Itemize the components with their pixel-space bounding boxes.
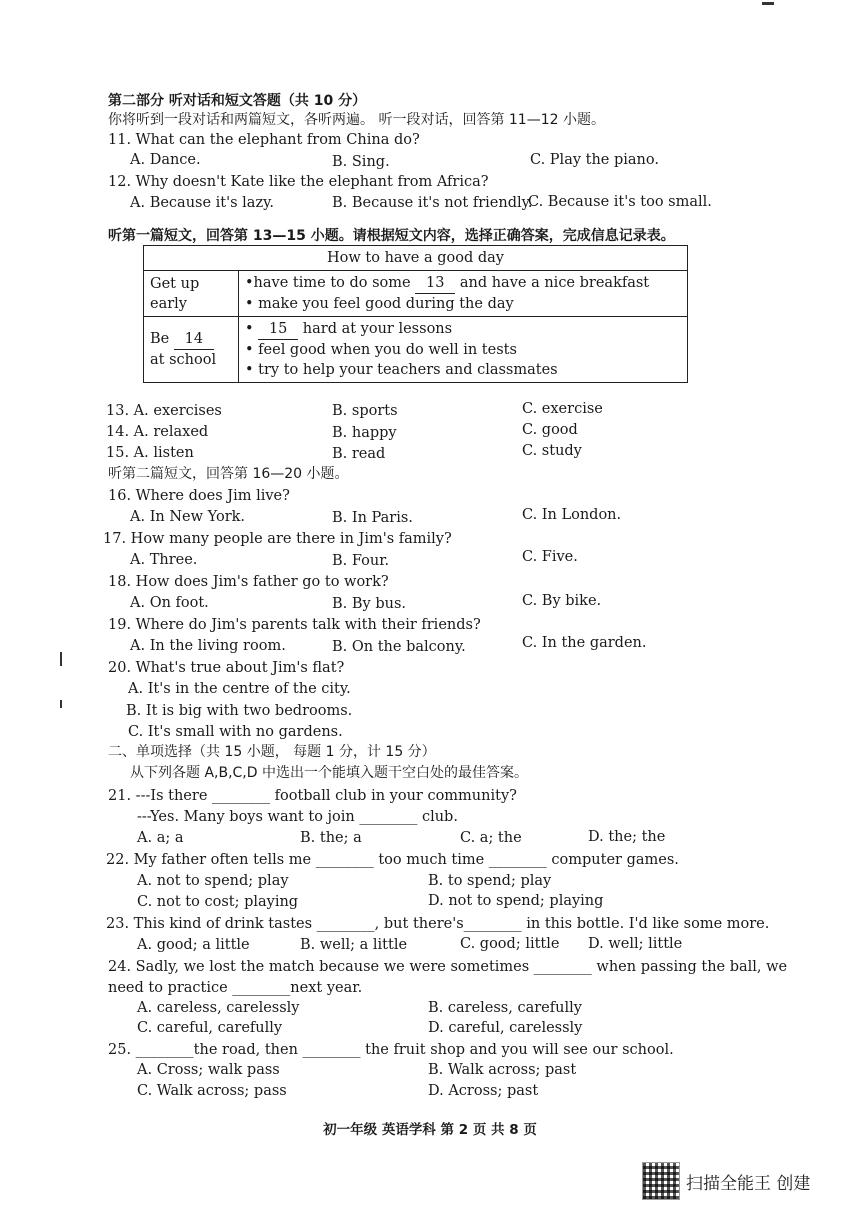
qr-code-icon [642, 1162, 680, 1200]
q22-option-c: C. not to cost; playing [137, 894, 299, 910]
passage1-intro: 听第一篇短文，回答第 13—15 小题。请根据短文内容，选择正确答案，完成信息记录表。 [108, 228, 675, 244]
q16-option-a: A. In New York. [130, 509, 246, 525]
q11-option-c: C. Play the piano. [530, 152, 659, 168]
q25-stem: 25. ________the road, then ________ the fruit shop and you will see our school. [108, 1042, 674, 1058]
q19-option-a: A. In the living room. [130, 638, 286, 654]
q24-option-c: C. careful, carefully [137, 1020, 283, 1036]
q21-line2: ---Yes. Many boys want to join ________ club. [137, 809, 458, 825]
q21-option-a: A. a; a [137, 830, 184, 846]
q17-stem: 17. How many people are there in Jim's family? [103, 531, 452, 547]
q23-option-c: C. good; little [460, 936, 560, 952]
section2-intro: 你将听到一段对话和两篇短文，各听两遍。 听一段对话，回答第 11—12 小题。 [108, 112, 605, 128]
q23-option-a: A. good; a little [137, 937, 250, 953]
q19-option-c: C. In the garden. [522, 635, 647, 651]
table-row2-content [239, 317, 688, 383]
q25-option-a: A. Cross; walk pass [137, 1062, 280, 1078]
q18-option-a: A. On foot. [130, 595, 209, 611]
page-footer: 初一年级 英语学科 第 2 页 共 8 页 [323, 1122, 537, 1138]
q14-option-b: B. happy [332, 425, 397, 441]
q20-option-a: A. It's in the centre of the city. [128, 681, 351, 697]
q12-option-a: A. Because it's lazy. [130, 195, 274, 211]
q14-option-a: 14. A. relaxed [106, 424, 209, 440]
q22-option-b: B. to spend; play [428, 873, 552, 889]
q18-stem: 18. How does Jim's father go to work? [108, 574, 389, 590]
q16-stem: 16. Where does Jim live? [108, 488, 290, 504]
q19-stem: 19. Where do Jim's parents talk with their friends? [108, 617, 481, 633]
q20-option-b: B. It is big with two bedrooms. [126, 703, 353, 719]
q22-option-d: D. not to spend; playing [428, 893, 604, 909]
info-record-table [143, 245, 688, 383]
q15-option-c: C. study [522, 443, 582, 459]
q20-option-c: C. It's small with no gardens. [128, 724, 343, 740]
q15-option-a: 15. A. listen [106, 445, 194, 461]
row2-label-post: at school [150, 352, 217, 368]
q16-option-c: C. In London. [522, 507, 622, 523]
q23-stem: 23. This kind of drink tastes ________, but there's________ in this bottle. I'd like some more. [106, 916, 770, 932]
q12-stem: 12. Why doesn't Kate like the elephant from Africa? [108, 174, 489, 190]
q13-option-a: 13. A. exercises [106, 403, 222, 419]
table-row2-label [144, 317, 239, 383]
scanner-watermark [642, 1162, 810, 1200]
q16-option-b: B. In Paris. [332, 510, 413, 526]
watermark-text: 扫描全能王 创建 [686, 1173, 811, 1194]
q24-option-a: A. careless, carelessly [137, 1000, 300, 1016]
q25-option-c: C. Walk across; pass [137, 1083, 287, 1099]
q24-line1: 24. Sadly, we lost the match because we were sometimes ________ when passing the ball, we [108, 959, 788, 975]
q22-stem: 22. My father often tells me ________ too much time ________ computer games. [106, 852, 679, 868]
q19-option-b: B. On the balcony. [332, 639, 466, 655]
table-row1-content [239, 271, 688, 317]
q18-option-c: C. By bike. [522, 593, 602, 609]
q18-option-b: B. By bus. [332, 596, 407, 612]
q21-line1: 21. ---Is there ________ football club in your community? [108, 788, 517, 804]
q17-option-b: B. Four. [332, 553, 390, 569]
q17-option-a: A. Three. [130, 552, 198, 568]
scan-artifact [60, 700, 62, 708]
scan-artifact [60, 652, 62, 666]
scan-artifact [762, 2, 774, 5]
q11-option-b: B. Sing. [332, 154, 390, 170]
q14-option-c: C. good [522, 422, 578, 438]
q24-option-d: D. careful, carelessly [428, 1020, 583, 1036]
blank-13: 13 [415, 273, 455, 294]
single-choice-title: 二、单项选择（共 15 小题， 每题 1 分，计 15 分） [108, 744, 436, 760]
q22-option-a: A. not to spend; play [137, 873, 289, 889]
q17-option-c: C. Five. [522, 549, 578, 565]
q23-option-b: B. well; a little [300, 937, 408, 953]
q11-option-a: A. Dance. [130, 152, 201, 168]
q13-option-b: B. sports [332, 403, 398, 419]
row1-item2: • make you feel good during the day [245, 296, 514, 312]
row2-item1-text: hard at your lessons [298, 321, 453, 337]
row2-item1-bullet: • [245, 321, 259, 337]
q12-option-b: B. Because it's not friendly. [332, 195, 533, 211]
table-title: How to have a good day [144, 246, 688, 271]
row2-label-pre: Be [150, 331, 174, 347]
row1-item1-text: •have time to do some [245, 275, 416, 291]
q25-option-d: D. Across; past [428, 1083, 539, 1099]
q20-stem: 20. What's true about Jim's flat? [108, 660, 345, 676]
blank-15: 15 [258, 319, 298, 340]
single-choice-instruction: 从下列各题 A,B,C,D 中选出一个能填入题干空白处的最佳答案。 [130, 765, 528, 781]
q12-option-c: C. Because it's too small. [528, 194, 712, 210]
q21-option-c: C. a; the [460, 830, 522, 846]
q24-option-b: B. careless, carefully [428, 1000, 582, 1016]
row1-item1-text-end: and have a nice breakfast [455, 275, 650, 291]
section2-title: 第二部分 听对话和短文答题（共 10 分） [108, 93, 367, 109]
q13-option-c: C. exercise [522, 401, 603, 417]
q21-option-d: D. the; the [588, 829, 666, 845]
table-row1-label: Get up early [144, 271, 239, 317]
passage2-intro: 听第二篇短文，回答第 16—20 小题。 [108, 466, 349, 482]
q23-option-d: D. well; little [588, 936, 683, 952]
q24-line2: need to practice ________next year. [108, 980, 363, 996]
blank-14: 14 [174, 329, 214, 350]
row2-item3: • try to help your teachers and classmates [245, 362, 558, 378]
q25-option-b: B. Walk across; past [428, 1062, 577, 1078]
q11-stem: 11. What can the elephant from China do? [108, 132, 420, 148]
q15-option-b: B. read [332, 446, 386, 462]
row2-item2: • feel good when you do well in tests [245, 342, 517, 358]
q21-option-b: B. the; a [300, 830, 362, 846]
